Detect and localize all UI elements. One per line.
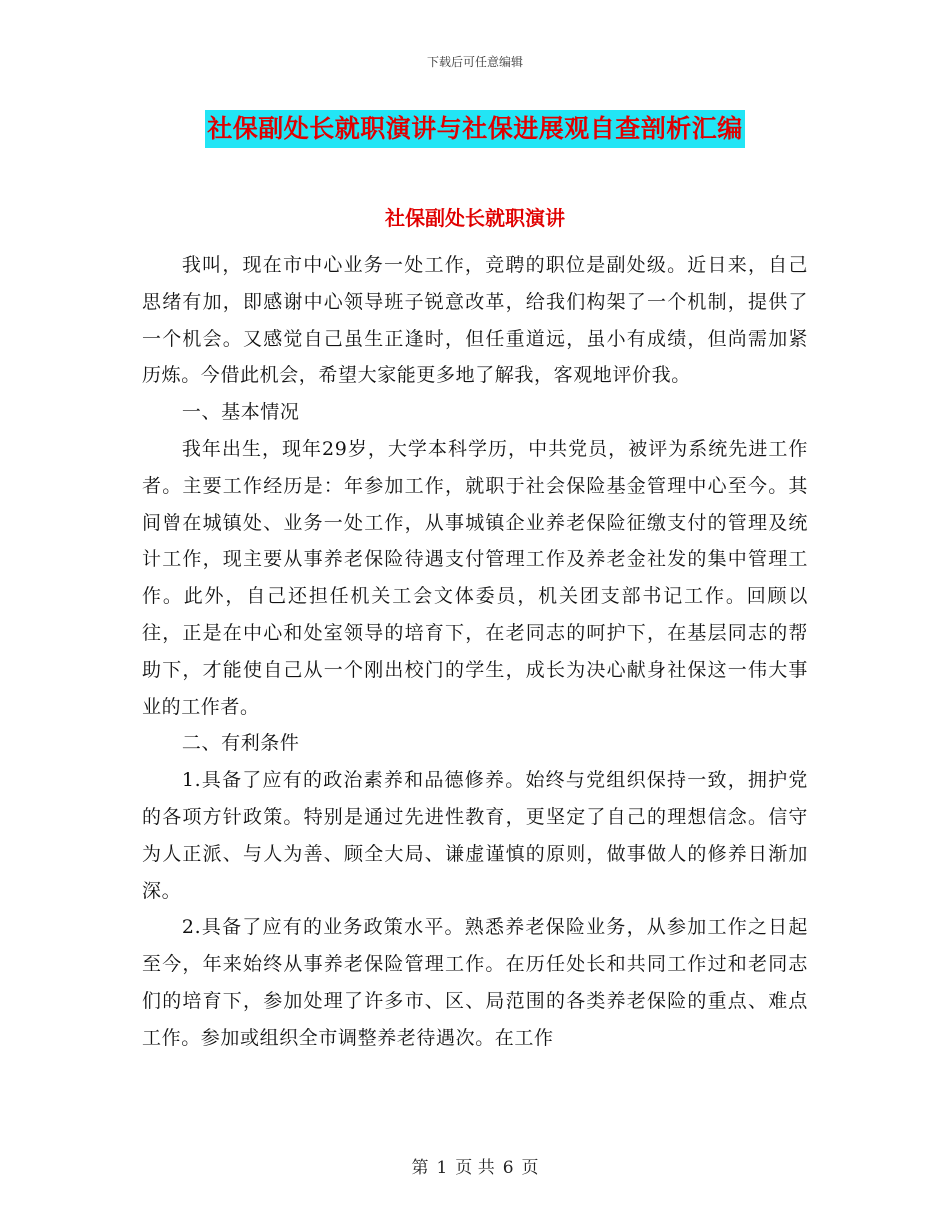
- document-body: [142, 247, 808, 1057]
- footer-label-end: 页: [521, 1158, 539, 1178]
- paragraph-advantage-1: 1.具备了应有的政治素养和品德修养。始终与党组织保持一致，拥护党的各项方针政策。特别是通过先进性教育，更坚定了自己的理想信念。信守为人正派、与人为善、顾全大局、谦虚谨慎的原则，做事做人的修养日渐加深。: [142, 769, 808, 902]
- paragraph-basic-info: 我年出生，现年29岁，大学本科学历，中共党员，被评为系统先进工作者。主要工作经历是：年参加工作，就职于社会保险基金管理中心至今。其间曾在城镇处、业务一处工作，从事城镇企业养老保险征缴支付的管理及统计工作，现主要从事养老保险待遇支付管理工作及养老金社发的集中管理工作。此外，自己还担任机关工会文体委员，机关团支部书记工作。回顾以往，正是在中心和处室领导的培育下，在老同志的呵护下，在基层同志的帮助下，才能使自己从一个刚出校门的学生，成长为决心献身社保这一伟大事业的工作者。: [142, 437, 808, 718]
- footer-label-page: 第: [411, 1158, 429, 1178]
- footer-current-page: 1: [436, 1158, 448, 1178]
- header-note: 下载后可任意编辑: [426, 55, 523, 69]
- section-title: 社保副处长就职演讲: [385, 206, 565, 230]
- page-footer: [0, 1153, 950, 1178]
- footer-label-of: 页 共: [455, 1158, 495, 1178]
- paragraph-intro: 我叫，现在市中心业务一处工作，竞聘的职位是副处级。近日来，自己思绪有加，即感谢中心领导班子锐意改革，给我们构架了一个机制，提供了一个机会。又感觉自己虽生正逢时，但任重道远，虽小有成绩，但尚需加紧历炼。今借此机会，希望大家能更多地了解我，客观地评价我。: [142, 254, 808, 387]
- heading-basic-info: 一、基本情况: [181, 401, 300, 424]
- heading-advantages: 二、有利条件: [181, 732, 300, 755]
- paragraph-advantage-2: 2.具备了应有的业务政策水平。熟悉养老保险业务，从参加工作之日起至今，年来始终从事养老保险管理工作。在历任处长和共同工作过和老同志们的培育下，参加处理了许多市、区、局范围的各类养老保险的重点、难点工作。参加或组织全市调整养老待遇次。在工作: [142, 916, 808, 1049]
- document-title: 社保副处长就职演讲与社保进展观自查剖析汇编: [205, 110, 745, 148]
- document-title-container: [0, 110, 950, 148]
- footer-total-pages: 6: [502, 1158, 514, 1178]
